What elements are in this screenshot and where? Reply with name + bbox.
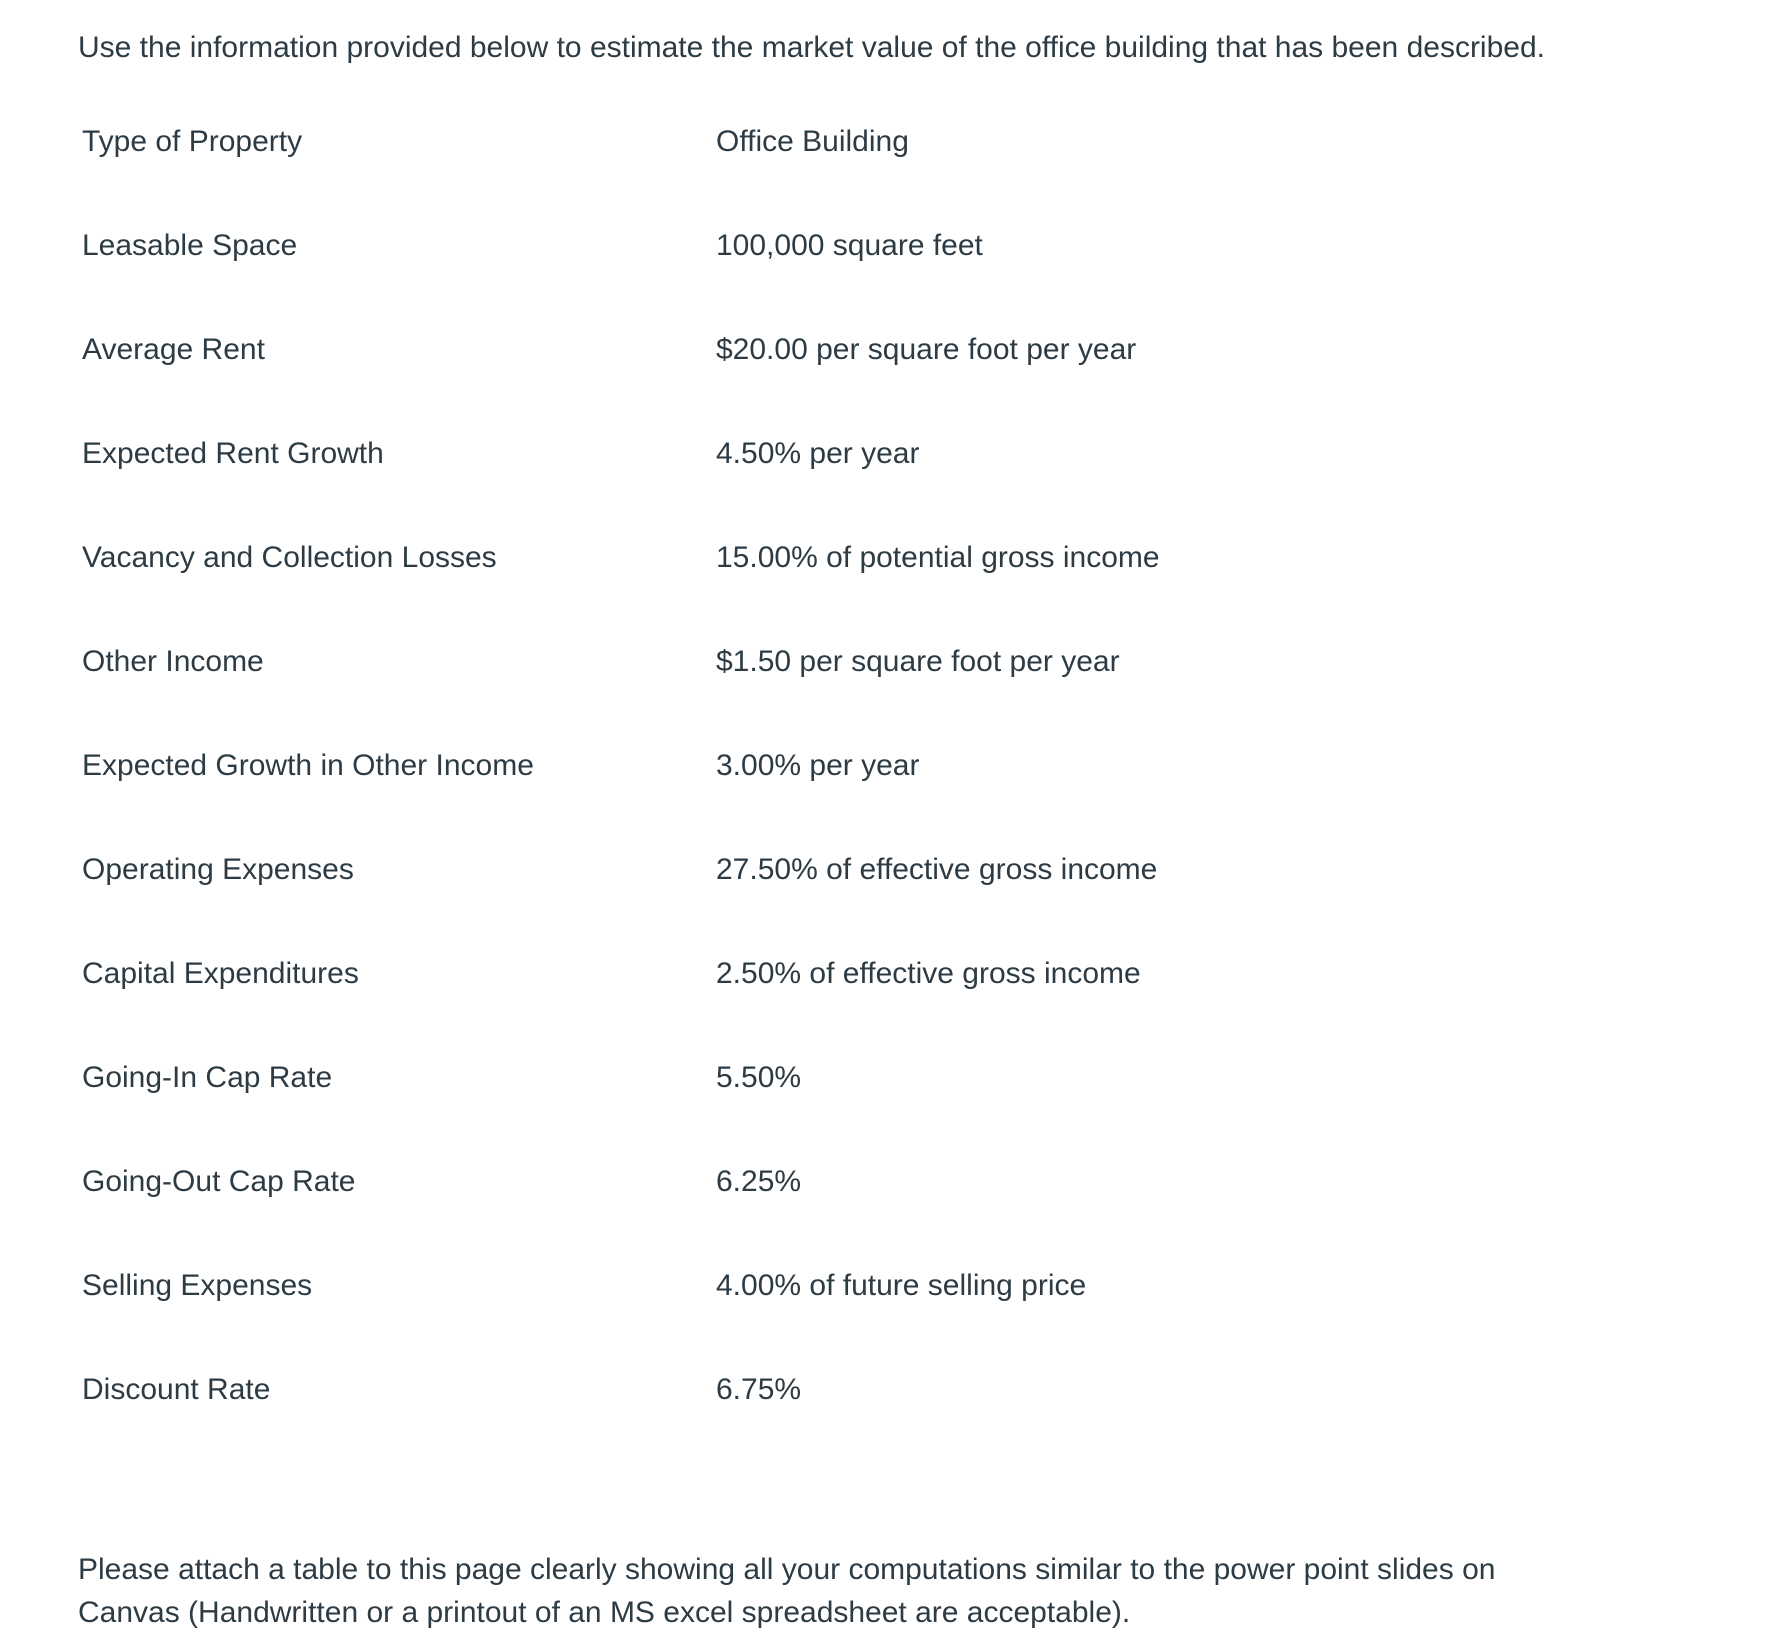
- property-value: 15.00% of potential gross income: [716, 541, 1160, 574]
- property-value: 27.50% of effective gross income: [716, 853, 1158, 886]
- property-value: 2.50% of effective gross income: [716, 957, 1141, 990]
- table-row: [82, 1266, 1282, 1370]
- property-table: [82, 122, 1282, 1474]
- table-row: [82, 538, 1282, 642]
- table-row: [82, 1058, 1282, 1162]
- table-row: [82, 850, 1282, 954]
- table-row: [82, 954, 1282, 1058]
- table-row: [82, 746, 1282, 850]
- property-value: 4.50% per year: [716, 437, 920, 470]
- table-row: [82, 1370, 1282, 1474]
- table-row: [82, 642, 1282, 746]
- property-value: 3.00% per year: [716, 749, 920, 782]
- intro-text: Use the information provided below to estimate the market value of the office building that has been described.: [78, 31, 1545, 64]
- property-value: Office Building: [716, 125, 909, 158]
- property-label: Discount Rate: [82, 1373, 271, 1406]
- property-label: Expected Growth in Other Income: [82, 749, 534, 782]
- instructions-line-1: Please attach a table to this page clearly showing all your computations similar to the power point slides on: [78, 1553, 1496, 1586]
- property-label: Vacancy and Collection Losses: [82, 541, 497, 574]
- property-value: 100,000 square feet: [716, 229, 983, 262]
- table-row: [82, 434, 1282, 538]
- table-row: [82, 330, 1282, 434]
- property-value: 6.75%: [716, 1373, 802, 1406]
- property-value: $20.00 per square foot per year: [716, 333, 1137, 366]
- property-value: $1.50 per square foot per year: [716, 645, 1120, 678]
- table-row: [82, 1162, 1282, 1266]
- property-value: 5.50%: [716, 1061, 802, 1094]
- property-label: Going-Out Cap Rate: [82, 1165, 356, 1198]
- property-label: Leasable Space: [82, 229, 298, 262]
- instructions-text: [78, 1548, 1678, 1634]
- property-label: Selling Expenses: [82, 1269, 313, 1302]
- property-label: Operating Expenses: [82, 853, 354, 886]
- property-label: Expected Rent Growth: [82, 437, 384, 470]
- property-label: Type of Property: [82, 125, 303, 158]
- property-label: Going-In Cap Rate: [82, 1061, 333, 1094]
- table-row: [82, 226, 1282, 330]
- property-value: 6.25%: [716, 1165, 802, 1198]
- instructions-line-2: Canvas (Handwritten or a printout of an MS excel spreadsheet are acceptable).: [78, 1596, 1131, 1629]
- table-row: [82, 122, 1282, 226]
- property-label: Average Rent: [82, 333, 265, 366]
- property-value: 4.00% of future selling price: [716, 1269, 1087, 1302]
- property-label: Capital Expenditures: [82, 957, 359, 990]
- property-label: Other Income: [82, 645, 264, 678]
